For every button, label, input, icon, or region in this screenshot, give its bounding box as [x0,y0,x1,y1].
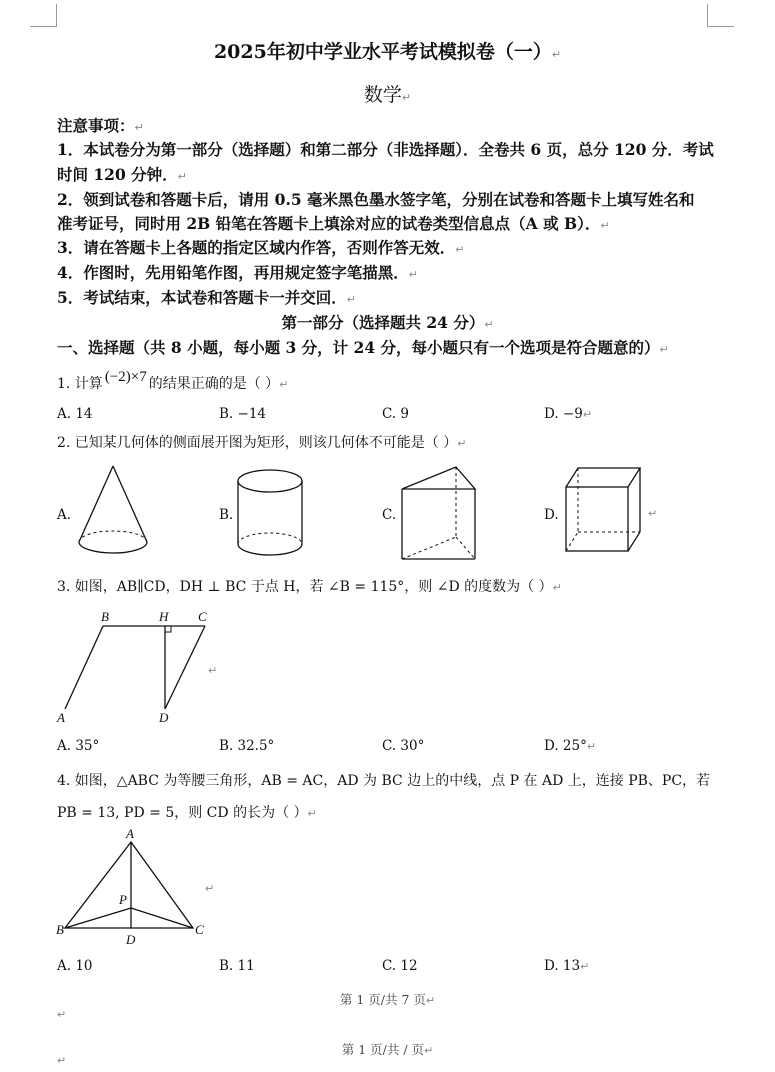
crop-mark-right-h [707,26,734,27]
q4-label-d: D [126,932,136,947]
crop-mark-right-v [707,4,708,26]
q3-label-b: B [101,609,109,624]
footer-return-mark-2: ↵ [57,1054,67,1067]
subject-title: 数学↵ [363,84,412,106]
q2-option-c[interactable]: C. [382,507,397,523]
q3-stem: 3. 如图，AB∥CD，DH ⊥ BC 于点 H，若 ∠B = 115°，则 ∠D 的度数为（ ）↵ [57,579,562,595]
q2-return-mark: ↵ [648,507,658,520]
q1-option-d[interactable]: D. −9↵ [544,406,593,422]
note-1-line-1: 1．本试卷分为第一部分（选择题）和第二部分（非选择题）．全卷共 6 页，总分 120 分．考试 [57,140,714,159]
note-1-line-2: 时间 120 分钟．↵ [57,165,187,184]
q4-triangle-figure [55,826,215,948]
cylinder-figure [236,468,308,560]
part1-heading: 第一部分（选择题共 24 分）↵ [281,313,494,332]
page-footer: 第 1 页/共 7 页↵ [339,992,436,1007]
cube-figure [564,465,644,557]
q3-option-b[interactable]: B. 32.5° [219,738,275,754]
q1-expression: (−2)×7 [104,369,147,385]
q4-label-b: B [56,922,64,937]
cone-figure [75,464,155,564]
q3-option-d[interactable]: D. 25°↵ [544,738,597,754]
page-footer-secondary: 第 1 页/共 / 页↵ [341,1042,434,1057]
note-5: 5．考试结束，本试卷和答题卡一并交回．↵ [57,288,357,307]
notes-heading: 注意事项：↵ [57,116,144,135]
q4-option-c[interactable]: C. 12 [382,958,418,974]
q3-option-a[interactable]: A. 35° [57,738,100,754]
exam-title: 2025年初中学业水平考试模拟卷（一）↵ [213,41,562,63]
q4-option-a[interactable]: A. 10 [57,958,93,974]
q3-label-c: C [198,609,207,624]
q4-stem-line-2: PB = 13, PD = 5，则 CD 的长为（ ）↵ [57,805,317,821]
note-2-line-2: 准考证号，同时用 2B 铅笔在答题卡上填涂对应的试卷类型信息点（A 或 B）．↵ [57,214,610,233]
q2-option-d[interactable]: D. [544,507,559,523]
q4-option-d[interactable]: D. 13↵ [544,958,590,974]
footer-return-mark-1: ↵ [57,1008,67,1021]
q1-stem: 1. 计算 (−2)×7 的结果正确的是（ ）↵ [57,369,289,392]
q3-option-c[interactable]: C. 30° [382,738,425,754]
q1-option-b[interactable]: B. −14 [219,406,266,422]
q3-label-a: A [57,710,65,725]
q3-label-h: H [159,609,169,624]
q3-label-d: D [159,710,169,725]
q3-parallel-figure [55,606,218,726]
q4-label-p: P [119,892,127,907]
note-3: 3．请在答题卡上各题的指定区域内作答，否则作答无效．↵ [57,238,465,257]
q4-figure-return-mark: ↵ [205,882,215,895]
q4-stem-line-1: 4. 如图，△ABC 为等腰三角形，AB = AC，AD 为 BC 边上的中线，点 P 在 AD 上，连接 PB、PC，若 [57,773,711,789]
q1-option-c[interactable]: C. 9 [382,406,410,422]
note-2-line-1: 2．领到试卷和答题卡后，请用 0.5 毫米黑色墨水签字笔，分别在试卷和答题卡上填写姓名和 [57,190,695,209]
q3-figure-return-mark: ↵ [208,664,218,677]
crop-mark-left-v [56,4,57,26]
prism-figure [400,465,480,563]
q1-option-a[interactable]: A. 14 [57,406,93,422]
section-heading: 一、选择题（共 8 小题，每小题 3 分，计 24 分，每小题只有一个选项是符合题意的）↵ [57,338,669,357]
q2-stem: 2. 已知某几何体的侧面展开图为矩形，则该几何体不可能是（ ）↵ [57,435,467,451]
crop-mark-left-h [30,26,57,27]
q2-option-a[interactable]: A. [57,507,72,523]
q4-label-c: C [195,922,204,937]
q4-label-a: A [126,826,134,841]
q4-option-b[interactable]: B. 11 [219,958,255,974]
q2-option-b[interactable]: B. [219,507,234,523]
note-4: 4．作图时，先用铅笔作图，再用规定签字笔描黑．↵ [57,263,419,282]
